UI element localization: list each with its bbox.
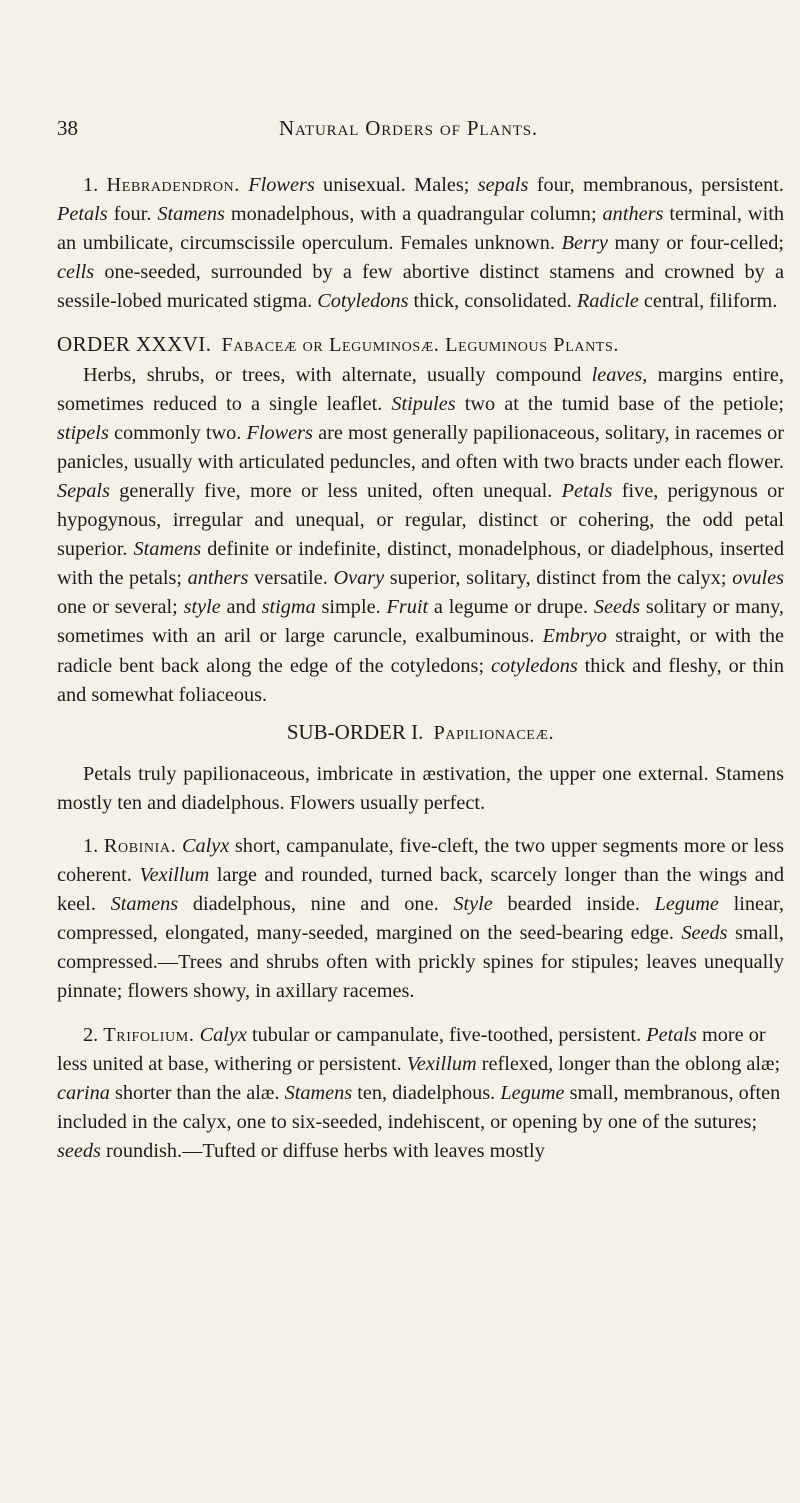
running-title: Natural Orders of Plants. — [278, 116, 539, 140]
genus-entry-hebradendron: 1. Hebradendron. Flowers unisexual. Males; sepals four, membranous, persistent. Petals four. Stamens monadelphous, with a quadrangular column; anthers terminal, with an umbilicate, circumscissile operculum. Females unknown. Berry many or four-celled; cells one-seeded, surrounded by a few abortive distinct stamens and crowned by a sessile-lobed muricated stigma. Cotyledons thick, consolidated. Radicle central, filiform. — [57, 174, 784, 313]
genus-name: Robinia. — [103, 834, 177, 857]
genus-entry-robinia: 1. Robinia. Calyx short, campanulate, five-cleft, the two upper segments more or less coherent. Vexillum large and rounded, turned back, scarcely longer than the wings and keel. Stamens diadelphous, nine and one. Style bearded inside. Legume linear, compressed, elongated, many-seeded, margined on the seed-bearing edge. Seeds small, compressed.—Trees and shrubs often with prickly spines for stipules; leaves unequally pinnate; flowers showy, in axillary racemes. — [57, 834, 785, 1003]
page-body — [57, 171, 784, 1166]
suborder-heading — [57, 718, 784, 748]
suborder-description: Petals truly papilionaceous, imbricate in æstivation, the upper one external. Stamens mostly ten and diadelphous. Flowers usually perfect. — [57, 762, 784, 814]
suborder-name: Papilionaceæ. — [433, 721, 555, 744]
order-names: Fabaceæ or Leguminosæ. Leguminous Plants. — [221, 334, 620, 357]
genus-entry-trifolium: 2. Trifolium. Calyx tubular or campanulate, five-toothed, persistent. Petals more or less united at base, withering or persistent. Vexillum reflexed, longer than the oblong alæ; carina shorter than the alæ. Stamens ten, diadelphous. Legume small, membranous, often included in the calyx, one to six-seeded, indehiscent, or opening by one of the sutures; seeds roundish.—Tufted or diffuse herbs with leaves mostly — [57, 1023, 781, 1162]
order-description: Herbs, shrubs, or trees, with alternate, usually compound leaves, margins entire, sometimes reduced to a single leaflet. Stipules two at the tumid base of the petiole; stipels commonly two. Flowers are most generally papilionaceous, solitary, in racemes or panicles, usually with articulated peduncles, and often with two bracts under each flower. Sepals generally five, more or less united, often unequal. Petals five, perigynous or hypogynous, irregular and unequal, or regular, distinct or cohering, the odd petal superior. Stamens definite or indefinite, distinct, monadelphous, or diadelphous, inserted with the petals; anthers versatile. Ovary superior, solitary, distinct from the calyx; ovules one or several; style and stigma simple. Fruit a legume or drupe. Seeds solitary or many, sometimes with an aril or large caruncle, exalbuminous. Embryo straight, or with the radicle bent back along the edge of the cotyledons; cotyledons thick and fleshy, or thin and somewhat foliaceous. — [57, 363, 785, 706]
page-number: 38 — [57, 116, 78, 140]
genus-name: Hebradendron. — [106, 174, 240, 196]
genus-name: Trifolium. — [103, 1023, 195, 1046]
order-number: ORDER XXXVI. — [57, 332, 212, 357]
running-header — [57, 116, 760, 142]
suborder-number: SUB-ORDER I. — [286, 719, 424, 744]
order-heading — [57, 330, 784, 360]
